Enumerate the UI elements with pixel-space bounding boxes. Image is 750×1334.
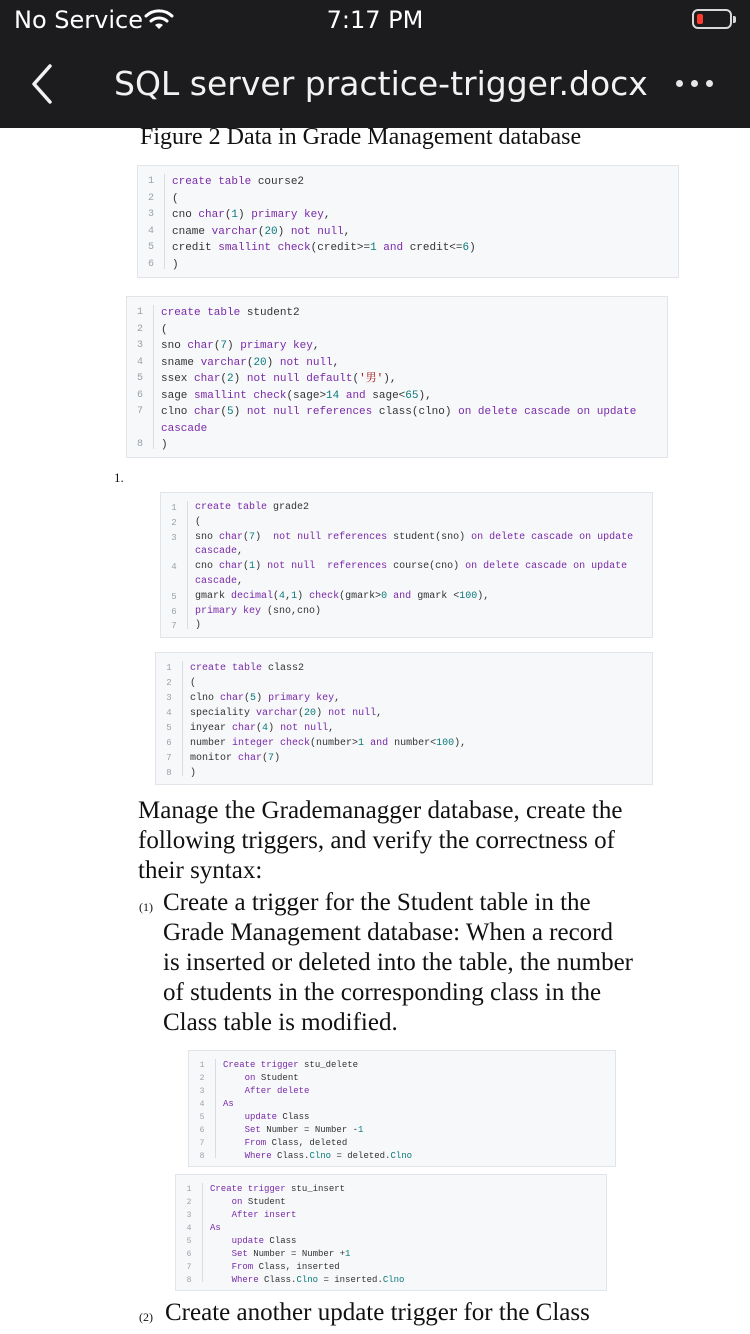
line-number: 3 — [166, 693, 172, 703]
line-number: 5 — [147, 242, 154, 253]
code-line: update Class — [231, 1236, 297, 1246]
ellipsis-icon[interactable] — [672, 70, 716, 98]
line-number: 5 — [171, 591, 177, 602]
line-number: 1 — [136, 307, 143, 318]
code-line: Set Number = Number +1 — [231, 1249, 351, 1259]
code-line: speciality varchar(20) not null, — [190, 708, 383, 719]
code-line: Create trigger stu_delete — [223, 1060, 359, 1070]
line-number: 8 — [199, 1152, 205, 1161]
task1-line: is inserted or deleted into the table, the number — [163, 949, 633, 976]
line-number: 3 — [186, 1211, 192, 1220]
task2-marker: (2) — [139, 1310, 153, 1324]
line-number: 5 — [186, 1237, 192, 1246]
code-line: update Class — [244, 1112, 310, 1122]
code-line: cno char(1) not null references course(cno) on delete cascade on update — [195, 561, 628, 573]
task1-line: of students in the corresponding class in the — [163, 979, 602, 1006]
line-number: 7 — [171, 621, 177, 632]
status-bar — [0, 0, 750, 40]
clock: 7:17 PM — [326, 6, 424, 34]
line-number: 3 — [136, 340, 143, 351]
code-line: monitor char(7) — [190, 753, 281, 764]
line-number: 6 — [166, 738, 172, 748]
line-number: 7 — [136, 406, 143, 417]
code-block-stu-insert — [175, 1174, 607, 1291]
line-number: 4 — [166, 708, 172, 718]
code-line: inyear char(4) not null, — [190, 723, 335, 734]
line-number: 7 — [186, 1263, 192, 1272]
line-number: 3 — [147, 209, 154, 220]
line-number: 4 — [186, 1224, 192, 1233]
line-number: 4 — [199, 1100, 205, 1109]
code-line: credit smallint check(credit>=1 and credit<=6) — [172, 242, 476, 254]
code-line: create table course2 — [172, 176, 305, 188]
code-gutter — [187, 501, 188, 629]
intro-line: their syntax: — [138, 857, 263, 884]
code-line: sno char(7) not null references student(sno) on delete cascade on update — [195, 531, 634, 543]
line-number: 1 — [171, 503, 177, 513]
code-line: create table grade2 — [195, 502, 310, 513]
line-number: 3 — [171, 532, 177, 543]
code-line: number integer check(number>1 and number<100), — [190, 738, 467, 749]
task2-line: Create another update trigger for the Class — [165, 1299, 590, 1326]
code-line: sno char(7) primary key, — [161, 340, 320, 352]
intro-line: Manage the Grademanagger database, create the — [138, 797, 623, 824]
list-marker: 1. — [114, 470, 124, 485]
task1-marker: (1) — [139, 900, 153, 914]
code-line: After insert — [231, 1210, 297, 1220]
line-number: 2 — [166, 678, 172, 688]
carrier-label: No Service — [14, 6, 143, 34]
code-gutter — [182, 661, 183, 776]
code-line: cname varchar(20) not null, — [172, 225, 351, 238]
line-number: 1 — [186, 1185, 192, 1194]
line-number: 6 — [147, 258, 154, 270]
code-line: Where Class.Clno = inserted.Clno — [231, 1275, 405, 1285]
line-number: 5 — [136, 373, 143, 384]
line-number: 8 — [136, 439, 143, 450]
line-number: 6 — [186, 1250, 192, 1259]
code-line: Where Class.Clno = deleted.Clno — [244, 1151, 413, 1161]
code-gutter — [215, 1059, 216, 1158]
intro-line: following triggers, and verify the correctness of — [138, 827, 615, 854]
line-number: 4 — [147, 225, 154, 237]
document-body[interactable] — [0, 128, 750, 1334]
code-line: From Class, inserted — [231, 1262, 340, 1272]
battery-icon — [692, 9, 732, 29]
line-number: 4 — [171, 562, 177, 573]
code-block-grade2 — [160, 492, 653, 638]
nav-bar — [0, 40, 750, 128]
line-number: 2 — [171, 517, 177, 528]
code-line: on Student — [231, 1197, 286, 1207]
code-line: cascade, — [195, 546, 244, 558]
code-line: create table student2 — [161, 307, 300, 319]
line-number: 4 — [136, 356, 143, 368]
line-number: 1 — [147, 176, 154, 187]
line-number: 8 — [166, 768, 172, 778]
code-line: ( — [172, 192, 179, 205]
code-line: cascade — [161, 422, 208, 435]
task2-paragraph — [165, 1298, 640, 1328]
code-gutter — [164, 174, 165, 269]
line-number: 1 — [166, 663, 172, 673]
line-number: 6 — [199, 1126, 205, 1135]
line-number: 1 — [199, 1061, 205, 1070]
code-line: ) — [172, 258, 179, 271]
code-gutter — [202, 1183, 203, 1282]
line-number: 2 — [199, 1074, 205, 1083]
code-line: ) — [190, 768, 197, 779]
chevron-left-icon[interactable] — [28, 62, 58, 106]
code-line: As — [223, 1099, 234, 1109]
code-line: ( — [161, 323, 168, 336]
code-line: clno char(5) not null references class(clno) on delete cascade on update — [161, 406, 637, 418]
line-number: 2 — [186, 1198, 192, 1207]
code-line: sage smallint check(sage>14 and sage<65), — [161, 389, 432, 402]
code-line: clno char(5) primary key, — [190, 693, 341, 704]
code-line: Set Number = Number -1 — [244, 1125, 364, 1135]
line-number: 2 — [147, 192, 154, 204]
code-line: ssex char(2) not null default('男'), — [161, 373, 397, 385]
line-number: 2 — [136, 323, 143, 335]
line-number: 7 — [166, 753, 172, 763]
intro-paragraph — [138, 796, 638, 886]
code-block-stu-delete — [188, 1050, 616, 1167]
line-number: 8 — [186, 1276, 192, 1285]
figure-caption: Figure 2 Data in Grade Management database — [140, 128, 582, 150]
code-line: Create trigger stu_insert — [210, 1184, 346, 1194]
code-line: ( — [195, 516, 202, 528]
task1-line: Grade Management database: When a record — [163, 919, 614, 946]
code-line: on Student — [244, 1073, 299, 1083]
line-number: 6 — [136, 389, 143, 401]
line-number: 5 — [166, 723, 172, 733]
code-gutter — [153, 305, 154, 449]
code-line: ( — [190, 678, 197, 689]
code-line: From Class, deleted — [244, 1138, 348, 1148]
code-line: ) — [161, 439, 168, 451]
code-block-class2 — [155, 652, 653, 785]
code-line: sname varchar(20) not null, — [161, 356, 340, 369]
task1-paragraph — [163, 888, 638, 1038]
line-number: 6 — [171, 606, 177, 617]
code-line: cno char(1) primary key, — [172, 209, 331, 221]
code-line: As — [210, 1223, 221, 1233]
code-line: cascade, — [195, 576, 244, 587]
line-number: 7 — [199, 1139, 205, 1148]
document-title: SQL server practice-trigger.docx — [114, 64, 648, 103]
code-line: ) — [195, 620, 202, 632]
line-number: 5 — [199, 1113, 205, 1122]
code-line: gmark decimal(4,1) check(gmark>0 and gmark <100), — [195, 590, 490, 602]
code-line: After delete — [244, 1086, 310, 1096]
code-block-course2 — [137, 165, 679, 278]
code-line: primary key (sno,cno) — [195, 605, 322, 617]
line-number: 3 — [199, 1087, 205, 1096]
task1-line: Class table is modified. — [163, 1009, 398, 1036]
code-block-student2 — [126, 296, 668, 458]
task1-line: Create a trigger for the Student table in the — [163, 889, 591, 916]
code-line: create table class2 — [190, 663, 305, 674]
